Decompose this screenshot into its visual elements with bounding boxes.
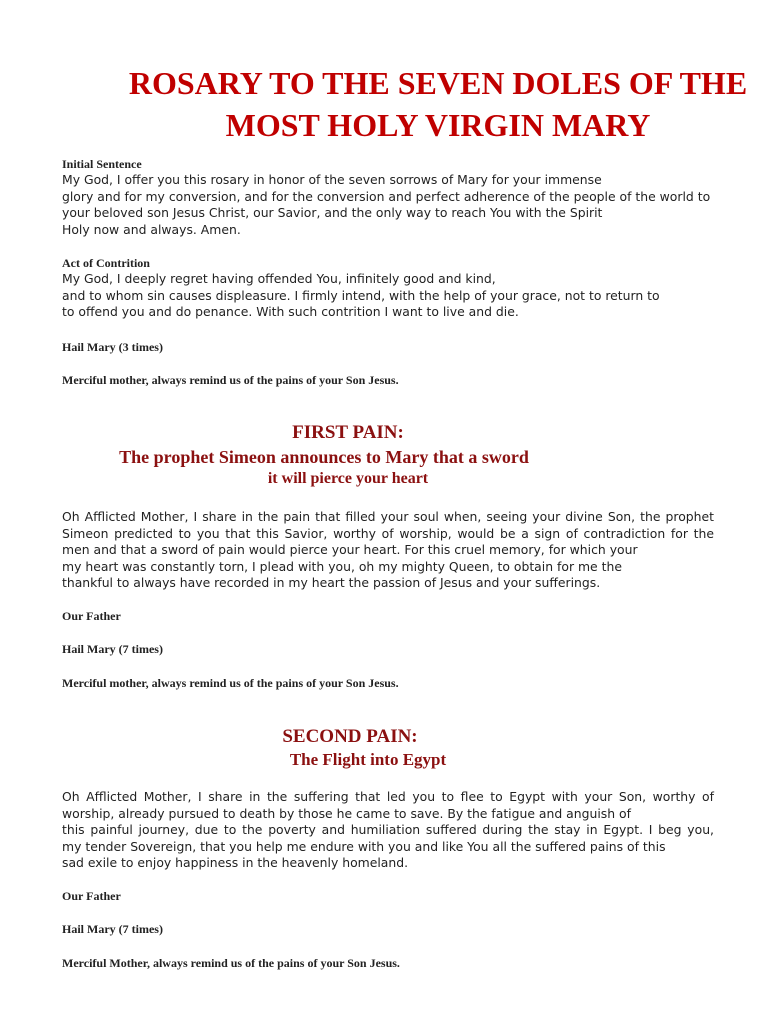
- first-pain-hail-mary: Hail Mary (7 times): [62, 642, 163, 656]
- first-pain-subtitle-1: The prophet Simeon announces to Mary that a sword: [119, 447, 529, 467]
- second-pain-our-father: Our Father: [62, 889, 121, 903]
- initial-sentence-text: [62, 172, 714, 238]
- first-pain-our-father: Our Father: [62, 609, 121, 623]
- text-line: thankful to always have recorded in my heart the passion of Jesus and your sufferings.: [62, 575, 601, 590]
- second-pain-hail-mary: Hail Mary (7 times): [62, 922, 163, 936]
- text-line: glory and for my conversion, and for the conversion and perfect adherence of the people of the world to: [62, 188, 711, 204]
- text-line: Oh Afflicted Mother, I share in the suffering that led you to flee to Egypt with your Son, worthy of: [62, 789, 714, 804]
- first-pain-merciful: Merciful mother, always remind us of the pains of your Son Jesus.: [62, 676, 399, 690]
- document-title: [110, 62, 766, 146]
- text-line: my heart was constantly torn, I plead with you, oh my mighty Queen, to obtain for me the: [62, 558, 622, 574]
- intro-hail-mary: Hail Mary (3 times): [62, 340, 163, 354]
- first-pain-meditation: [62, 509, 714, 592]
- text-line: your beloved son Jesus Christ, our Savior, and the only way to reach You with the Spirit: [62, 205, 603, 220]
- text-line: this painful journey, due to the poverty and humiliation suffered during the stay in Egypt. I beg you,: [62, 822, 714, 837]
- title-line-1: ROSARY TO THE SEVEN DOLES OF THE: [128, 65, 748, 101]
- act-of-contrition-text: [62, 271, 714, 321]
- second-pain-subtitle: The Flight into Egypt: [289, 750, 447, 769]
- title-line-2: MOST HOLY VIRGIN MARY: [225, 107, 651, 143]
- text-line: My God, I deeply regret having offended You, infinitely good and kind,: [62, 271, 496, 286]
- text-line: Holy now and always. Amen.: [62, 221, 241, 237]
- text-line: worship, already pursued to death by those he came to save. By the fatigue and anguish of: [62, 805, 631, 821]
- text-line: Simeon predicted to you that this Savior, worthy of worship, would be a sign of contradiction for the: [62, 525, 714, 541]
- initial-sentence-label: Initial Sentence: [62, 157, 142, 171]
- initial-sentence-section: [62, 157, 714, 238]
- second-pain-merciful: Merciful Mother, always remind us of the pains of your Son Jesus.: [62, 956, 400, 970]
- intro-merciful: Merciful mother, always remind us of the pains of your Son Jesus.: [62, 373, 399, 387]
- text-line: to offend you and do penance. With such contrition I want to live and die.: [62, 304, 519, 319]
- second-pain-meditation: [62, 789, 714, 872]
- second-pain-heading: SECOND PAIN:: [282, 726, 418, 747]
- text-line: Oh Afflicted Mother, I share in the pain that filled your soul when, seeing your divine Son, the prophet: [62, 509, 714, 524]
- first-pain-subtitle-2: it will pierce your heart: [267, 470, 429, 487]
- text-line: my tender Sovereign, that you help me endure with you and like You all the suffered pains of this: [62, 838, 666, 854]
- act-of-contrition-section: [62, 256, 714, 321]
- act-of-contrition-label: Act of Contrition: [62, 256, 150, 270]
- text-line: and to whom sin causes displeasure. I firmly intend, with the help of your grace, not to return to: [62, 287, 660, 303]
- text-line: men and that a sword of pain would pierce your heart. For this cruel memory, for which your: [62, 542, 638, 557]
- first-pain-heading: FIRST PAIN:: [292, 422, 404, 443]
- text-line: sad exile to enjoy happiness in the heavenly homeland.: [62, 855, 409, 870]
- text-line: My God, I offer you this rosary in honor of the seven sorrows of Mary for your immense: [62, 172, 602, 187]
